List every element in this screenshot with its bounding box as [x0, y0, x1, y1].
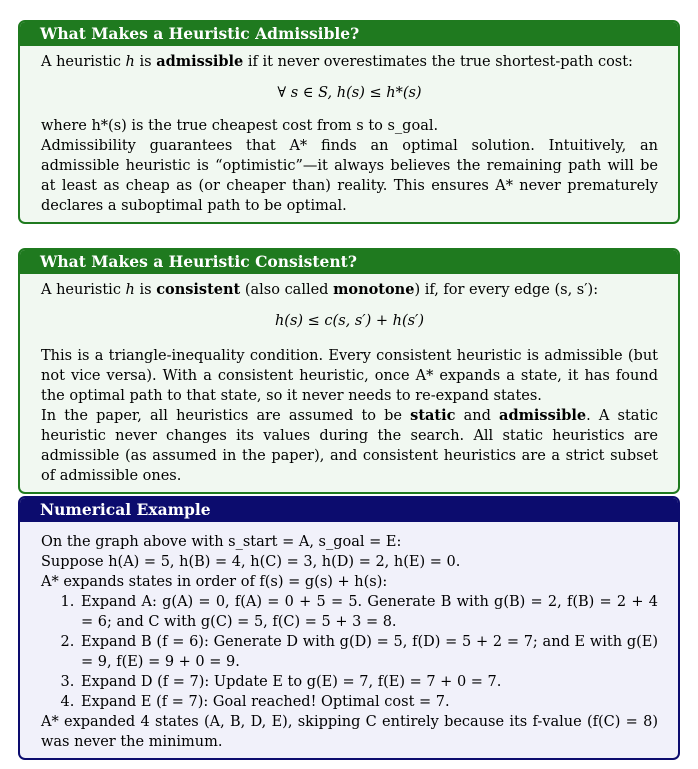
- example-step: 1. Expand A: g(A) = 0, f(A) = 0 + 5 = 5. Generate B with g(B) = 2, f(B) = 2 + 4 = 6; and C with g(C) = 5, f(C) = 5 + 3 = 8.: [79, 592, 658, 632]
- example-step: 4. Expand E (f = 7): Goal reached! Optimal cost = 7.: [79, 692, 658, 712]
- admissible-title: What Makes a Heuristic Admissible?: [20, 22, 678, 46]
- example-line-1: On the graph above with s_start = A, s_goal = E:: [41, 534, 402, 550]
- consistent-equation: h(s) ≤ c(s, s′) + h(s′): [274, 313, 425, 329]
- example-step: 2. Expand B (f = 6): Generate D with g(D) = 5, f(D) = 5 + 2 = 7; and E with g(E) = 9, f(E) = 9 + 0 = 9.: [79, 632, 658, 672]
- example-content: [20, 522, 678, 758]
- admissible-equation: ∀ s ∈ S, h(s) ≤ h*(s): [277, 85, 422, 101]
- admissible-paragraph: Admissibility guarantees that A* finds an optimal solution. Intuitively, an admissible heuristic is “optimistic”—it always believes the remaining path will be at least as cheap as (or cheaper than) reality. This ensures A* never prematurely declares a suboptimal path to be optimal.: [41, 138, 658, 214]
- consistent-title: What Makes a Heuristic Consistent?: [20, 250, 678, 274]
- example-line-3: A* expands states in order of f(s) = g(s) + h(s):: [41, 574, 388, 590]
- consistent-content: [20, 274, 678, 492]
- admissible-where: where h*(s) is the true cheapest cost from s to s_goal.: [41, 118, 439, 134]
- admissible-intro: A heuristic h is admissible if it never overestimates the true shortest-path cost:: [41, 53, 633, 70]
- example-conclusion: A* expanded 4 states (A, B, D, E), skipping C entirely because its f-value (f(C) = 8) was never the minimum.: [41, 714, 658, 750]
- example-title: Numerical Example: [20, 498, 678, 522]
- consistent-intro: A heuristic h is consistent (also called monotone) if, for every edge (s, s′):: [41, 281, 599, 298]
- admissible-box: [18, 20, 680, 224]
- consistent-paragraph-1: This is a triangle-inequality condition. Every consistent heuristic is admissible (but not vice versa). With a consistent heuristic, once A* expands a state, it has found the optimal path to that state, so it never needs to re-expand states.: [41, 348, 658, 404]
- example-step: 3. Expand D (f = 7): Update E to g(E) = 7, f(E) = 7 + 0 = 7.: [79, 672, 658, 692]
- consistent-paragraph-2: In the paper, all heuristics are assumed to be static and admissible. A static heuristic never changes its values during the search. All static heuristics are admissible (as assumed in the paper), and consistent heuristics are a strict subset of admissible ones.: [41, 407, 659, 484]
- admissible-content: [20, 46, 678, 222]
- example-line-2: Suppose h(A) = 5, h(B) = 4, h(C) = 3, h(D) = 2, h(E) = 0.: [41, 554, 461, 570]
- example-steps: [41, 592, 658, 712]
- consistent-box: [18, 248, 680, 494]
- example-box: [18, 496, 680, 760]
